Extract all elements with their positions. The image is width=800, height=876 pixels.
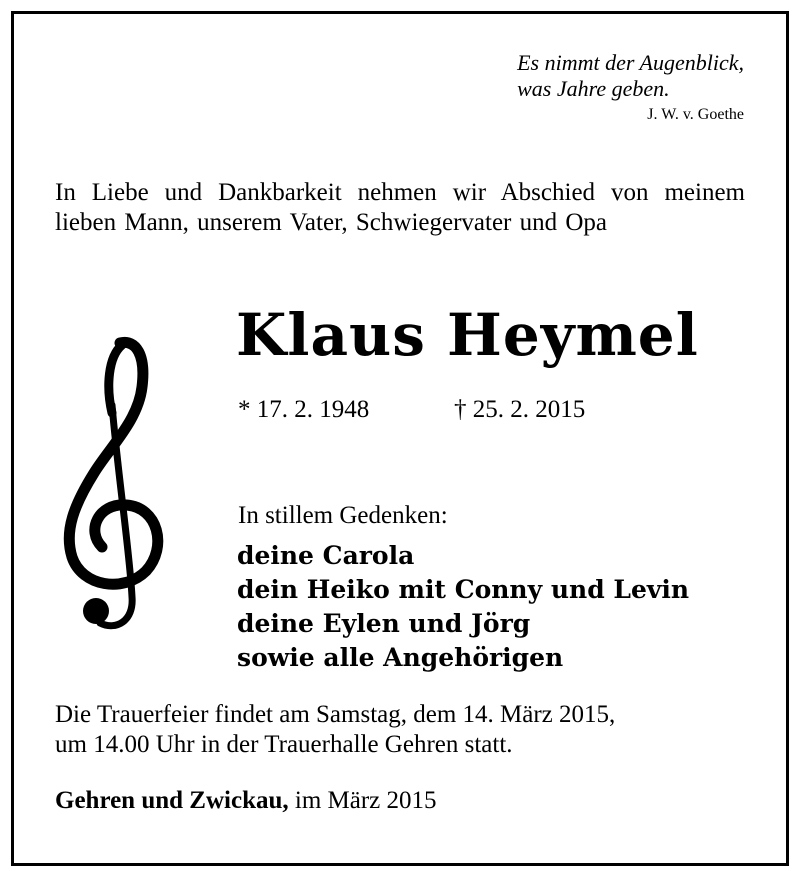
quote-line-1: Es nimmt der Augenblick, [517,50,744,75]
ceremony-line-2: um 14.00 Uhr in der Trauerhalle Gehren statt. [55,731,513,758]
quote-line-2: was Jahre geben. [517,76,670,101]
mourners-list [237,539,689,675]
mourner-item: deine Eylen und Jörg [237,609,531,638]
mourner-item: sowie alle Angehörigen [237,643,564,672]
death-date: † 25. 2. 2015 [454,396,586,423]
ceremony-info [55,700,745,760]
goethe-quote [517,50,744,126]
clef-bottom-dot [83,598,109,624]
mourner-item: dein Heiko mit Conny und Levin [237,575,690,604]
birth-date: * 17. 2. 1948 [238,396,370,423]
closing-places: Gehren und Zwickau, [55,787,289,814]
intro-text: In Liebe und Dankbarkeit nehmen wir Abschied von meinem lieben Mann, unserem Vater, Schwiegervater und Opa [55,179,745,236]
mourner-item: deine Carola [237,541,415,570]
quote-author: J. W. v. Goethe [647,106,744,123]
life-dates [238,395,585,425]
deceased-name: Klaus Heymel [236,301,699,369]
closing-line [55,786,437,816]
treble-clef-icon [50,335,170,635]
ceremony-line-1: Die Trauerfeier findet am Samstag, dem 14. März 2015, [55,701,616,728]
closing-date: im März 2015 [294,787,437,814]
memory-heading: In stillem Gedenken: [238,502,448,529]
